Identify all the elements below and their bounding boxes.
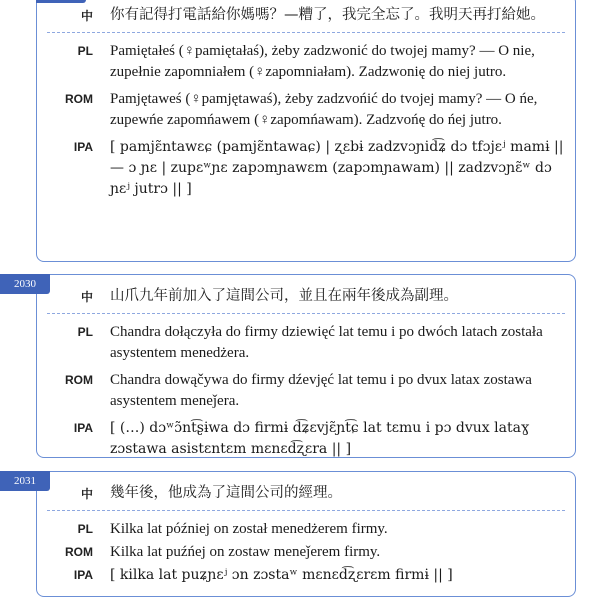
chinese-label: 中 — [80, 290, 93, 304]
romanization-text: Chandra dowąčywa do firmy dźevjęć lat temu i po dvux latax zostawa asystentem meneǰera. — [110, 372, 532, 409]
dashed-divider — [47, 510, 565, 511]
romanization-text: Pamjętaweś (♀pamjętawaś), żeby zadzvońić do tvojej mamy? — O ńe, zupewńe zapomńawem (♀zapomńawam). Zadzvońę do ńej jutro. — [110, 91, 538, 128]
polish-text: Chandra dołączyła do firmy dziewięć lat temu i po dwóch latach została asystentem menedżera. — [110, 324, 543, 361]
chinese-label: 中 — [80, 9, 93, 23]
romanization-label: ROM — [65, 373, 93, 387]
entry-card — [14, 274, 576, 458]
entry-number-badge: 2030 — [0, 274, 50, 294]
ipa-text: [ kilka lat puʑɲɛʲ ɔn zɔstaʷ mɛnɛd͡ʐɛrɛm firmɨ || ] — [110, 567, 453, 583]
romanization-row — [37, 370, 575, 412]
chinese-text: 幾年後，他成為了這間公司的經理。 — [110, 485, 342, 501]
ipa-label: IPA — [73, 140, 93, 154]
polish-row — [37, 41, 575, 83]
entry-number-badge: 2031 — [0, 471, 50, 491]
chinese-row — [37, 5, 575, 26]
chinese-text: 山爪九年前加入了這間公司，並且在兩年後成為副理。 — [110, 288, 458, 304]
polish-row — [37, 519, 575, 540]
ipa-row — [37, 565, 575, 586]
dashed-divider — [47, 32, 565, 33]
entry-card — [14, 471, 576, 597]
polish-label: PL — [77, 522, 93, 536]
chinese-row — [37, 483, 575, 504]
polish-text: Pamiętałeś (♀pamiętałaś), żeby zadzwonić do twojej mamy? — O nie, zupełnie zapomniałem (♀zapomniałam). Zadzwonię do niej jutro. — [110, 43, 535, 80]
polish-row — [37, 322, 575, 364]
romanization-row — [37, 542, 575, 563]
ipa-text: [ (…) dɔʷɔ̃nt͡ʂɨwa dɔ firmɨ d͡ʑɛvjɛ̃ɲt͡ɕ lat tɛmu i pɔ dvux lataɣ zɔstawa asistɛntɛm mɛnɛd͡ʐɛra || ] — [110, 420, 530, 457]
chinese-label: 中 — [80, 487, 93, 501]
romanization-label: ROM — [65, 92, 93, 106]
polish-text: Kilka lat później on został menedżerem firmy. — [110, 521, 388, 537]
ipa-label: IPA — [73, 568, 93, 582]
polish-label: PL — [77, 325, 93, 339]
romanization-text: Kilka lat puźńej on zostaw meneǰerem firmy. — [110, 544, 381, 560]
entry-card — [36, 0, 576, 262]
ipa-label: IPA — [73, 421, 93, 435]
entry-number-badge — [36, 0, 86, 3]
ipa-row — [37, 418, 575, 460]
ipa-row — [37, 137, 575, 200]
polish-label: PL — [77, 44, 93, 58]
chinese-text: 你有記得打電話給你媽嗎？—糟了，我完全忘了。我明天再打給她。 — [110, 7, 545, 23]
chinese-row — [37, 286, 575, 307]
romanization-label: ROM — [65, 545, 93, 559]
romanization-row — [37, 89, 575, 131]
ipa-text: [ pamjɛ̃ntawɛɕ (pamjɛ̃ntawaɕ) | ʐɛbɨ zadzvɔɲid͡ʑ dɔ tfɔjɛʲ mamɨ || — ɔ ɲɛ | zupɛʷɲɛ zapɔmɲawɛm (zapɔmɲawam) || zadzvɔɲɛ̃ʷ dɔ ɲɛʲ jutrɔ || ] — [110, 139, 564, 197]
dashed-divider — [47, 313, 565, 314]
